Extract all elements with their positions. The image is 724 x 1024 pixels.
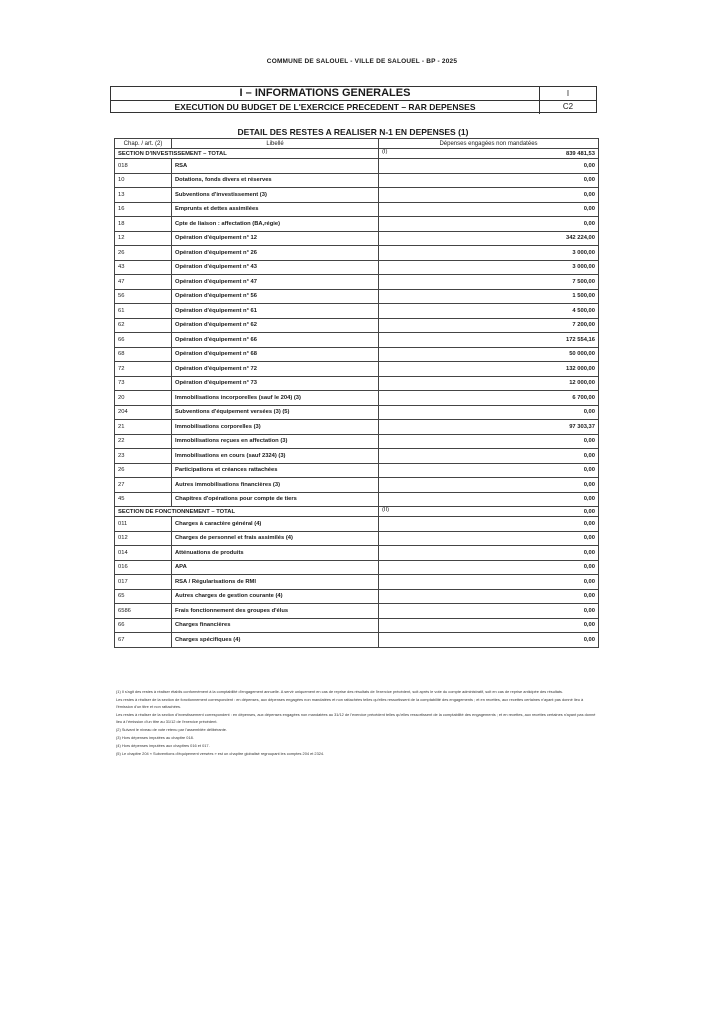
- chapter-label: Immobilisations corporelles (3): [172, 420, 379, 435]
- chapter-label: RSA / Régularisations de RMI: [172, 575, 379, 590]
- chapter-amount: 0,00: [379, 531, 599, 546]
- detail-title: DETAIL DES RESTES A REALISER N-1 EN DEPENSES (1): [237, 127, 469, 137]
- table-row: [115, 531, 599, 546]
- chapter-label: Opération d'équipement n° 61: [172, 304, 379, 319]
- table-row: [115, 231, 599, 246]
- chapter-amount: 0,00: [379, 517, 599, 532]
- chapter-amount: 0,00: [379, 449, 599, 464]
- chapter-label: Immobilisations en cours (sauf 2324) (3): [172, 449, 379, 464]
- table-row: [115, 589, 599, 604]
- chapter-code: 72: [115, 362, 172, 377]
- chapter-label: Emprunts et dettes assimilées: [172, 202, 379, 217]
- chapter-code: 18: [115, 217, 172, 232]
- footnote: Les restes à réaliser de la section d'investissement correspondent : en dépenses, aux dépenses engagées non mandatées au 31/12 de l'exercice précédent telles qu'elles ressortissent de la comptabilité des engagements ; et en recettes, aux recettes certaines n'ayant pas donné lieu à l'émission d'un titre au 31/12 de l'exercice précédent.: [116, 711, 596, 724]
- chapter-code: 011: [115, 517, 172, 532]
- table-row: [115, 391, 599, 406]
- section-total-row: [115, 149, 599, 159]
- chapter-label: Opération d'équipement n° 43: [172, 260, 379, 275]
- footnote: (1) Il s'agit des restes à réaliser établis conformément à la comptabilité d'engagement annuelle. A servir uniquement en cas de reprise des résultats de l'exercice précédent, soit après le vote du compte administratif, soit en cas de reprise anticipée des résultats.: [116, 689, 564, 694]
- chapter-code: 22: [115, 434, 172, 449]
- table-row: [115, 347, 599, 362]
- table-row: [115, 434, 599, 449]
- chapter-amount: 50 000,00: [379, 347, 599, 362]
- chapter-amount: 0,00: [379, 560, 599, 575]
- chapter-code: 13: [115, 188, 172, 203]
- chapter-code: 20: [115, 391, 172, 406]
- table-row: [115, 246, 599, 261]
- chapter-code: 21: [115, 420, 172, 435]
- footnote: (4) Hors dépenses imputées aux chapitres 016 et 017.: [116, 743, 210, 749]
- table-row: [115, 560, 599, 575]
- chapter-amount: 3 000,00: [379, 246, 599, 261]
- chapter-label: Immobilisations incorporelles (sauf le 204) (3): [172, 391, 379, 406]
- table-row: [115, 420, 599, 435]
- footnote: (3) Hors dépenses imputées au chapitre 018.: [116, 734, 194, 740]
- chapter-amount: 0,00: [379, 202, 599, 217]
- column-header-chapter: Chap. / art. (2): [115, 139, 172, 149]
- section-marker: (I): [382, 149, 388, 155]
- table-row: [115, 333, 599, 348]
- chapter-code: 56: [115, 289, 172, 304]
- chapter-code: 23: [115, 449, 172, 464]
- table-row: [115, 304, 599, 319]
- table-row: [115, 449, 599, 464]
- chapter-label: Opération d'équipement n° 73: [172, 376, 379, 391]
- section-total: [379, 149, 599, 159]
- table-row: [115, 202, 599, 217]
- chapter-label: RSA: [172, 159, 379, 174]
- chapter-label: Opération d'équipement n° 56: [172, 289, 379, 304]
- table-row: [115, 159, 599, 174]
- chapter-code: 67: [115, 633, 172, 648]
- chapter-amount: 132 000,00: [379, 362, 599, 377]
- chapter-code: 16: [115, 202, 172, 217]
- table-row: [115, 217, 599, 232]
- section-subtitle: EXECUTION DU BUDGET DE L'EXERCICE PRECEDENT – RAR DEPENSES: [174, 102, 476, 112]
- chapter-amount: 0,00: [379, 618, 599, 633]
- table-row: [115, 604, 599, 619]
- chapter-label: Atténuations de produits: [172, 546, 379, 561]
- table-row: [115, 463, 599, 478]
- table-row: [115, 633, 599, 648]
- chapter-amount: 0,00: [379, 188, 599, 203]
- section-total-row: [115, 507, 599, 517]
- chapter-code: 73: [115, 376, 172, 391]
- chapter-code: 016: [115, 560, 172, 575]
- chapter-code: 10: [115, 173, 172, 188]
- chapter-label: Chapitres d'opérations pour compte de tiers: [172, 492, 379, 507]
- chapter-code: 62: [115, 318, 172, 333]
- chapter-code: 43: [115, 260, 172, 275]
- chapter-label: Charges à caractère général (4): [172, 517, 379, 532]
- chapter-label: Immobilisations reçues en affectation (3): [172, 434, 379, 449]
- column-header-label: Libellé: [172, 139, 379, 149]
- section-total-value: 839 481,53: [565, 150, 595, 157]
- section-label: SECTION D'INVESTISSEMENT – TOTAL: [115, 149, 379, 159]
- table-row: [115, 376, 599, 391]
- chapter-amount: 4 500,00: [379, 304, 599, 319]
- chapter-label: Autres immobilisations financières (3): [172, 478, 379, 493]
- footnote: (5) Le chapitre 204 « Subventions d'équipement versées » est un chapitre globalisé regroupant les comptes 204 et 2324.: [116, 751, 325, 757]
- chapter-amount: 342 224,00: [379, 231, 599, 246]
- chapter-amount: 7 200,00: [379, 318, 599, 333]
- table-row: [115, 289, 599, 304]
- table-row: [115, 517, 599, 532]
- chapter-code: 017: [115, 575, 172, 590]
- chapter-label: Participations et créances rattachées: [172, 463, 379, 478]
- chapter-amount: 0,00: [379, 173, 599, 188]
- chapter-amount: 0,00: [379, 546, 599, 561]
- chapter-amount: 0,00: [379, 575, 599, 590]
- chapter-code: 66: [115, 333, 172, 348]
- chapter-code: 018: [115, 159, 172, 174]
- footnote: (2) Suivant le niveau de vote retenu par l'assemblée délibérante.: [116, 726, 228, 732]
- chapter-amount: 0,00: [379, 434, 599, 449]
- chapter-amount: 0,00: [379, 159, 599, 174]
- table-row: [115, 405, 599, 420]
- chapter-label: Opération d'équipement n° 12: [172, 231, 379, 246]
- table-row: [115, 362, 599, 377]
- table-row: [115, 275, 599, 290]
- section-label: SECTION DE FONCTIONNEMENT – TOTAL: [115, 507, 379, 517]
- rar-table: [114, 138, 599, 648]
- chapter-label: Opération d'équipement n° 62: [172, 318, 379, 333]
- chapter-amount: 172 554,16: [379, 333, 599, 348]
- chapter-amount: 12 000,00: [379, 376, 599, 391]
- section-marker: (II): [382, 507, 390, 513]
- chapter-code: 47: [115, 275, 172, 290]
- chapter-code: 6586: [115, 604, 172, 619]
- chapter-code: 26: [115, 246, 172, 261]
- table-row: [115, 318, 599, 333]
- chapter-label: Subventions d'équipement versées (3) (5): [172, 405, 379, 420]
- chapter-code: 204: [115, 405, 172, 420]
- chapter-code: 65: [115, 589, 172, 604]
- chapter-label: Opération d'équipement n° 68: [172, 347, 379, 362]
- chapter-label: Opération d'équipement n° 26: [172, 246, 379, 261]
- chapter-label: Subventions d'investissement (3): [172, 188, 379, 203]
- chapter-label: Opération d'équipement n° 72: [172, 362, 379, 377]
- chapter-code: 26: [115, 463, 172, 478]
- chapter-label: Dotations, fonds divers et réserves: [172, 173, 379, 188]
- table-header-row: [115, 139, 599, 149]
- section-total-value: 0,00: [583, 508, 595, 515]
- page-header: COMMUNE DE SALOUEL - VILLE DE SALOUEL - BP - 2025: [266, 58, 458, 65]
- chapter-amount: 6 700,00: [379, 391, 599, 406]
- table-row: [115, 575, 599, 590]
- table-row: [115, 618, 599, 633]
- chapter-label: Cpte de liaison : affectation (BA,régie): [172, 217, 379, 232]
- footnote: Les restes à réaliser de la section de fonctionnement correspondent : en dépenses, aux dépenses engagées non mandatées et non rattachées telles qu'elles ressortissent de la comptabilité des engagements ; et en recettes, aux recettes certaines n'ayant pas donné lieu à l'émission d'un titre et non rattachées.: [116, 697, 584, 709]
- chapter-amount: 0,00: [379, 633, 599, 648]
- section-ref: I: [539, 87, 596, 100]
- chapter-label: APA: [172, 560, 379, 575]
- chapter-label: Opération d'équipement n° 66: [172, 333, 379, 348]
- table-row: [115, 546, 599, 561]
- chapter-code: 45: [115, 492, 172, 507]
- chapter-amount: 0,00: [379, 589, 599, 604]
- footnotes: [116, 689, 600, 760]
- chapter-amount: 1 500,00: [379, 289, 599, 304]
- chapter-amount: 3 000,00: [379, 260, 599, 275]
- chapter-amount: 0,00: [379, 405, 599, 420]
- table-row: [115, 188, 599, 203]
- chapter-code: 27: [115, 478, 172, 493]
- table-row: [115, 173, 599, 188]
- chapter-code: 014: [115, 546, 172, 561]
- section-total: [379, 507, 599, 517]
- chapter-amount: 0,00: [379, 604, 599, 619]
- chapter-label: Charges de personnel et frais assimilés (4): [172, 531, 379, 546]
- table-row: [115, 478, 599, 493]
- chapter-label: Frais fonctionnement des groupes d'élus: [172, 604, 379, 619]
- chapter-label: Charges spécifiques (4): [172, 633, 379, 648]
- chapter-code: 61: [115, 304, 172, 319]
- chapter-code: 012: [115, 531, 172, 546]
- column-header-amount: Dépenses engagées non mandatées: [379, 139, 599, 149]
- title-box: [110, 86, 597, 113]
- chapter-label: Charges financières: [172, 618, 379, 633]
- chapter-amount: 0,00: [379, 492, 599, 507]
- subtitle-ref: C2: [539, 101, 596, 114]
- section-title: I – INFORMATIONS GENERALES: [239, 87, 411, 99]
- chapter-amount: 0,00: [379, 217, 599, 232]
- chapter-amount: 0,00: [379, 463, 599, 478]
- chapter-label: Autres charges de gestion courante (4): [172, 589, 379, 604]
- table-row: [115, 492, 599, 507]
- chapter-amount: 7 500,00: [379, 275, 599, 290]
- chapter-code: 12: [115, 231, 172, 246]
- chapter-code: 66: [115, 618, 172, 633]
- chapter-amount: 0,00: [379, 478, 599, 493]
- chapter-label: Opération d'équipement n° 47: [172, 275, 379, 290]
- chapter-code: 68: [115, 347, 172, 362]
- table-row: [115, 260, 599, 275]
- chapter-amount: 97 303,37: [379, 420, 599, 435]
